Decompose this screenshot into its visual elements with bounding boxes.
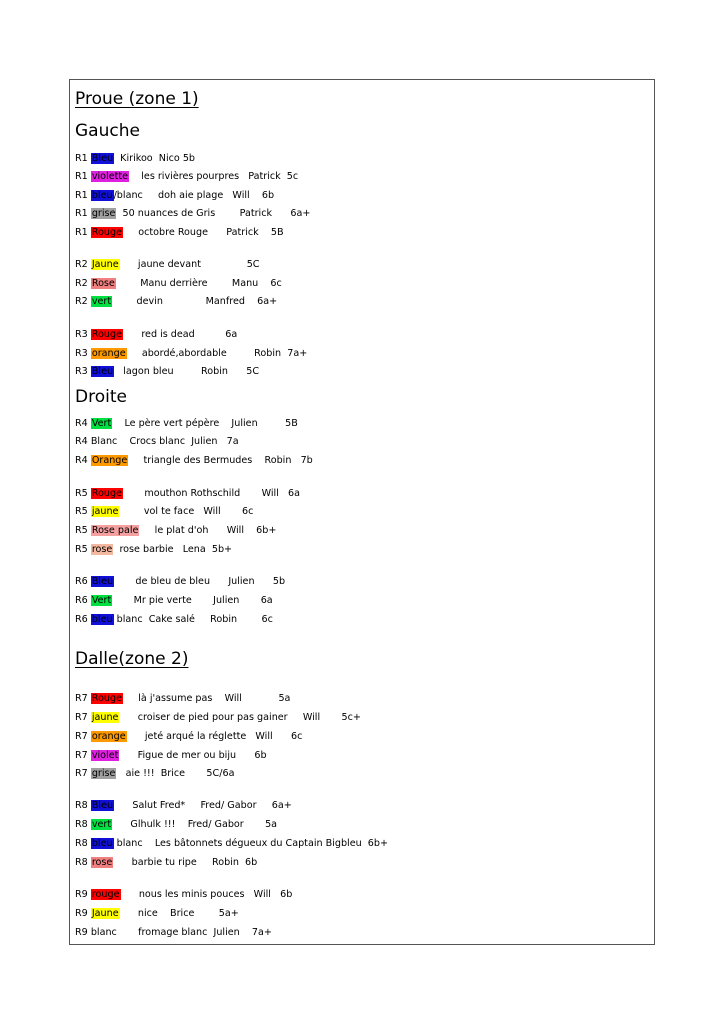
route-line [75, 329, 237, 341]
route-details: lagon bleu Robin 5C [114, 366, 260, 377]
color-tag: vert [91, 819, 112, 830]
route-line [75, 190, 274, 202]
color-tag: bleu [91, 838, 113, 849]
route-number: R6 [75, 595, 91, 606]
color-tag: rouge [91, 889, 120, 900]
color-tag: Rose [91, 278, 115, 289]
route-line [75, 750, 267, 762]
route-number: R3 [75, 366, 91, 377]
color-tag-secondary: blanc [113, 838, 143, 849]
route-number: R5 [75, 544, 91, 555]
color-tag: rose [91, 857, 113, 868]
route-number: R7 [75, 693, 91, 704]
route-number: R8 [75, 800, 91, 811]
route-details: 50 nuances de Gris Patrick 6a+ [116, 208, 311, 219]
route-line [75, 576, 285, 588]
route-number: R3 [75, 329, 91, 340]
route-details: le plat d'oh Will 6b+ [139, 525, 277, 536]
route-number: R4 [75, 436, 91, 447]
route-line [75, 506, 253, 518]
route-number: R9 [75, 927, 91, 938]
route-details: doh aie plage Will 6b [142, 190, 275, 201]
route-line [75, 838, 388, 850]
route-number: R8 [75, 857, 91, 868]
route-details: vol te face Will 6c [119, 506, 254, 517]
route-number: R1 [75, 190, 91, 201]
route-number: R4 [75, 455, 91, 466]
route-details: aie !!! Brice 5C/6a [116, 768, 235, 779]
route-number: R7 [75, 750, 91, 761]
route-details: croiser de pied pour pas gainer Will 5c+ [119, 712, 361, 723]
route-details: jaune devant 5C [119, 259, 260, 270]
route-line [75, 208, 310, 220]
color-tag: bleu [91, 614, 113, 625]
color-tag: jaune [91, 712, 119, 723]
route-line [75, 525, 276, 537]
route-details: Kirikoo Nico 5b [114, 153, 196, 164]
color-tag: Jaune [91, 908, 119, 919]
route-line [75, 296, 277, 308]
color-tag: orange [91, 731, 126, 742]
route-number: R9 [75, 908, 91, 919]
route-number: R2 [75, 296, 91, 307]
color-tag-secondary: blanc [113, 614, 143, 625]
color-tag: Vert [91, 418, 112, 429]
route-details: octobre Rouge Patrick 5B [123, 227, 284, 238]
route-details: devin Manfred 6a+ [112, 296, 278, 307]
route-line [75, 171, 298, 183]
color-tag: vert [91, 296, 112, 307]
route-line [75, 889, 292, 901]
route-line [75, 348, 307, 360]
route-details: Blanc Crocs blanc Julien 7a [90, 436, 239, 447]
color-tag: Jaune [91, 259, 119, 270]
route-line [75, 153, 195, 165]
color-tag: grise [91, 208, 116, 219]
section-title-dalle: Dalle(zone 2) [75, 649, 189, 669]
route-details: blanc fromage blanc Julien 7a+ [90, 927, 272, 938]
color-tag-secondary: /blanc [113, 190, 143, 201]
route-details: Cake salé Robin 6c [142, 614, 273, 625]
route-line [75, 712, 361, 724]
route-number: R1 [75, 227, 91, 238]
route-details: mouthon Rothschild Will 6a [123, 488, 300, 499]
route-line [75, 227, 284, 239]
route-details: triangle des Bermudes Robin 7b [128, 455, 313, 466]
section-title-proue: Proue (zone 1) [75, 89, 199, 109]
route-line [75, 366, 259, 378]
route-number: R8 [75, 819, 91, 830]
color-tag: Bleu [91, 800, 114, 811]
route-line [75, 278, 282, 290]
route-line [75, 800, 292, 812]
route-details: Manu derrière Manu 6c [115, 278, 282, 289]
route-line [75, 857, 257, 869]
color-tag: Bleu [91, 366, 114, 377]
color-tag: bleu [91, 190, 113, 201]
route-number: R5 [75, 488, 91, 499]
route-number: R3 [75, 348, 91, 359]
route-line [75, 455, 313, 467]
route-line [75, 418, 298, 430]
route-line [75, 595, 273, 607]
route-details: barbie tu ripe Robin 6b [113, 857, 258, 868]
route-number: R2 [75, 259, 91, 270]
route-details: abordé,abordable Robin 7a+ [126, 348, 308, 359]
route-number: R1 [75, 171, 91, 182]
color-tag: Rouge [91, 488, 123, 499]
route-details: les rivières pourpres Patrick 5c [129, 171, 299, 182]
route-line [75, 693, 290, 705]
color-tag: Rouge [91, 329, 123, 340]
color-tag: violette [91, 171, 129, 182]
color-tag: violet [91, 750, 119, 761]
color-tag: Rose pale [91, 525, 139, 536]
route-number: R5 [75, 506, 91, 517]
route-line [75, 488, 300, 500]
route-line [75, 259, 260, 271]
route-line [75, 544, 232, 556]
route-details: Salut Fred* Fred/ Gabor 6a+ [114, 800, 292, 811]
route-number: R1 [75, 153, 91, 164]
route-details: nice Brice 5a+ [119, 908, 239, 919]
route-number: R6 [75, 614, 91, 625]
route-details: jeté arqué la réglette Will 6c [126, 731, 303, 742]
route-details: Figue de mer ou biju 6b [119, 750, 267, 761]
route-line [75, 927, 272, 939]
color-tag: grise [91, 768, 116, 779]
route-number: R5 [75, 525, 91, 536]
color-tag: Vert [91, 595, 112, 606]
color-tag: Bleu [91, 153, 114, 164]
color-tag: Orange [91, 455, 128, 466]
route-number: R7 [75, 768, 91, 779]
route-number: R6 [75, 576, 91, 587]
route-details: Mr pie verte Julien 6a [112, 595, 273, 606]
route-details: Les bâtonnets dégueux du Captain Bigbleu 6b+ [142, 838, 389, 849]
route-number: R1 [75, 208, 91, 219]
route-number: R7 [75, 731, 91, 742]
route-line [75, 819, 277, 831]
route-number: R7 [75, 712, 91, 723]
color-tag: Rouge [91, 227, 123, 238]
route-details: Glhulk !!! Fred/ Gabor 5a [112, 819, 278, 830]
route-details: nous les minis pouces Will 6b [120, 889, 293, 900]
color-tag: Rouge [91, 693, 123, 704]
route-line [75, 768, 234, 780]
route-line [75, 731, 302, 743]
route-details: red is dead 6a [123, 329, 238, 340]
section-title-gauche: Gauche [75, 121, 140, 141]
route-number: R4 [75, 418, 91, 429]
route-line [75, 614, 273, 626]
route-details: de bleu de bleu Julien 5b [114, 576, 286, 587]
route-number: R8 [75, 838, 91, 849]
route-details: rose barbie Lena 5b+ [113, 544, 233, 555]
route-details: Le père vert pépère Julien 5B [112, 418, 298, 429]
route-number: R9 [75, 889, 91, 900]
route-line [75, 436, 239, 448]
route-details: là j'assume pas Will 5a [123, 693, 291, 704]
route-number: R2 [75, 278, 91, 289]
color-tag: rose [91, 544, 113, 555]
section-title-droite: Droite [75, 387, 127, 407]
route-line [75, 908, 239, 920]
color-tag: orange [91, 348, 126, 359]
color-tag: jaune [91, 506, 119, 517]
color-tag: Bleu [91, 576, 114, 587]
